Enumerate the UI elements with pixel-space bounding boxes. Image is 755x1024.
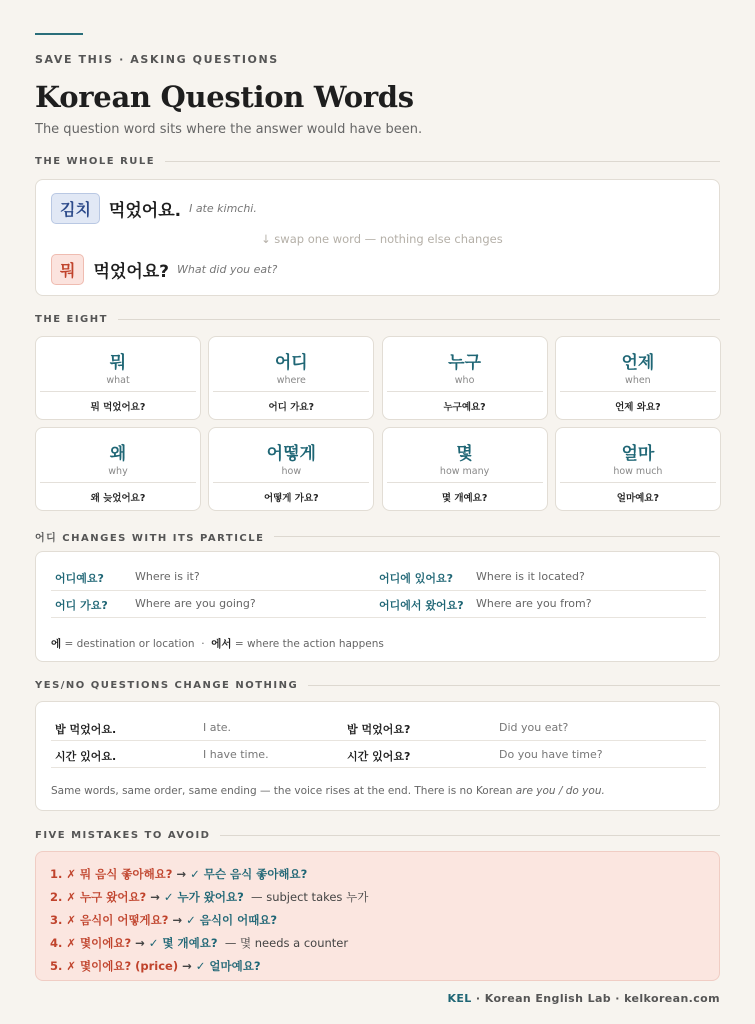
mistake-wrong: 4. ✗ 몇이에요?: [50, 936, 132, 950]
arrow-icon: →: [131, 936, 149, 950]
word-card: [382, 336, 548, 420]
word-english: what: [106, 375, 130, 386]
word-korean: 왜: [109, 444, 127, 464]
arrow-icon: →: [146, 890, 164, 904]
statement-korean: 시간 있어요.: [55, 750, 117, 763]
divider: [165, 161, 720, 162]
statement-english: I ate.: [203, 721, 232, 734]
particle-korean: 어디에서 왔어요?: [379, 599, 464, 612]
word-korean: 뭐: [109, 353, 127, 373]
particle-e: 에: [51, 638, 62, 650]
word-example: 언제 와요?: [615, 402, 661, 413]
question-english: Did you eat?: [499, 721, 569, 734]
rule-card: [35, 179, 720, 296]
question-english: Do you have time?: [499, 748, 603, 761]
section-title: THE EIGHT: [35, 314, 108, 325]
mistake-wrong: 5. ✗ 몇이에요? (price): [50, 959, 179, 973]
mistake-note: — subject takes 누가: [243, 890, 369, 904]
kicker: SAVE THIS · ASKING QUESTIONS: [35, 53, 279, 66]
mistake-wrong: 2. ✗ 누구 왔어요?: [50, 890, 147, 904]
section-title: 어디 CHANGES WITH ITS PARTICLE: [35, 533, 265, 544]
answer-chip: 김치: [51, 193, 100, 224]
mistake-wrong: 3. ✗ 음식이 어떻게요?: [50, 913, 169, 927]
word-english: how many: [439, 466, 490, 477]
word-korean: 얼마: [621, 444, 655, 464]
mistake-wrong: 1. ✗ 뭐 음식 좋아해요?: [50, 867, 173, 881]
divider: [40, 482, 196, 483]
rule-english: I ate kimchi.: [189, 202, 257, 215]
question-chip: 뭐: [51, 254, 84, 285]
word-english: how: [281, 466, 302, 477]
word-card: [35, 336, 201, 420]
section-head-rule: [35, 156, 720, 167]
word-card: [555, 427, 721, 511]
word-card: [35, 427, 201, 511]
mistake-item: [50, 866, 307, 882]
word-example: 어떻게 가요?: [263, 493, 319, 504]
section-title: YES/NO QUESTIONS CHANGE NOTHING: [35, 680, 299, 691]
rule-english: What did you eat?: [177, 263, 278, 276]
table-row: [51, 564, 706, 591]
particle-card: [35, 551, 720, 662]
particle-eseo: 에서: [211, 638, 232, 650]
word-card: [555, 336, 721, 420]
section-title: FIVE MISTAKES TO AVOID: [35, 830, 211, 841]
divider: [213, 482, 369, 483]
particle-english: Where are you from?: [476, 597, 592, 610]
question-korean: 밥 먹었어요?: [347, 723, 411, 736]
word-card: [208, 336, 374, 420]
divider: [213, 391, 369, 392]
word-korean: 어떻게: [266, 444, 316, 464]
divider: [40, 391, 196, 392]
particle-english: Where is it located?: [476, 570, 585, 583]
particle-eseo-desc: = where the action happens: [231, 638, 384, 650]
divider: [274, 536, 720, 537]
rule-korean: 먹었어요.: [108, 201, 182, 221]
particle-english: Where are you going?: [135, 597, 256, 610]
swap-note: ↓ swap one word — nothing else changes: [261, 232, 503, 246]
table-row: [51, 741, 706, 768]
divider: [387, 482, 543, 483]
divider: [308, 685, 720, 686]
mistake-item: [50, 935, 348, 951]
word-korean: 몇: [456, 444, 473, 464]
particle-note: [51, 636, 384, 651]
mistake-correct: ✓ 무슨 음식 좋아해요?: [190, 867, 308, 881]
yesno-note: [51, 785, 605, 797]
yesno-card: [35, 701, 720, 811]
word-english: when: [625, 375, 651, 386]
particle-english: Where is it?: [135, 570, 200, 583]
word-card: [208, 427, 374, 511]
word-card: [382, 427, 548, 511]
page-title: Korean Question Words: [35, 80, 414, 114]
rule-row-question: [51, 254, 277, 285]
mistakes-card: [35, 851, 720, 981]
word-english: who: [454, 375, 475, 386]
word-example: 몇 개예요?: [441, 493, 488, 504]
footer-brand: KEL: [447, 992, 472, 1005]
particle-korean: 어디예요?: [55, 572, 104, 585]
mistake-note: — 몇 needs a counter: [217, 936, 349, 950]
word-english: where: [276, 375, 306, 386]
mistake-correct: ✓ 누가 왔어요?: [163, 890, 244, 904]
word-korean: 어디: [274, 353, 308, 373]
divider: [387, 391, 543, 392]
word-english: how much: [613, 466, 663, 477]
section-head-particle: [35, 529, 720, 544]
section-head-eight: [35, 314, 720, 325]
word-english: why: [108, 466, 128, 477]
divider: [118, 319, 720, 320]
section-head-mistakes: [35, 830, 720, 841]
yesno-note-text: Same words, same order, same ending — the voice rises at the end. There is no Korean: [51, 785, 516, 797]
section-title: THE WHOLE RULE: [35, 156, 156, 167]
statement-english: I have time.: [203, 748, 269, 761]
divider: [560, 391, 716, 392]
statement-korean: 밥 먹었어요.: [55, 723, 117, 736]
particle-korean: 어디 가요?: [55, 599, 108, 612]
rule-korean: 먹었어요?: [93, 262, 170, 282]
mistake-correct: ✓ 몇 개예요?: [148, 936, 218, 950]
divider: [220, 835, 720, 836]
footer: [447, 992, 720, 1005]
arrow-icon: →: [168, 913, 187, 927]
word-example: 얼마예요?: [616, 493, 659, 504]
mistake-item: [50, 912, 277, 928]
page-subtitle: The question word sits where the answer would have been.: [35, 122, 423, 137]
table-row: [51, 714, 706, 741]
word-example: 뭐 먹었어요?: [90, 402, 146, 413]
rule-row-statement: [51, 193, 257, 224]
word-example: 왜 늦었어요?: [90, 493, 146, 504]
mistake-item: [50, 958, 261, 974]
mistake-item: [50, 889, 368, 905]
word-example: 어디 가요?: [268, 402, 315, 413]
mistake-correct: ✓ 얼마예요?: [195, 959, 261, 973]
footer-text: · Korean English Lab · kelkorean.com: [471, 992, 720, 1005]
top-accent-rule: [35, 33, 83, 35]
divider: [560, 482, 716, 483]
arrow-icon: →: [172, 867, 191, 881]
word-example: 누구예요?: [443, 402, 486, 413]
arrow-icon: →: [178, 959, 196, 973]
mistake-correct: ✓ 음식이 어때요?: [186, 913, 278, 927]
word-korean: 언제: [621, 353, 655, 373]
question-korean: 시간 있어요?: [347, 750, 411, 763]
particle-korean: 어디에 있어요?: [379, 572, 453, 585]
section-head-yesno: [35, 680, 720, 691]
table-row: [51, 591, 706, 618]
yesno-note-em: are you / do you.: [515, 785, 605, 797]
word-korean: 누구: [448, 353, 482, 373]
particle-e-desc: = destination or location ·: [61, 638, 212, 650]
